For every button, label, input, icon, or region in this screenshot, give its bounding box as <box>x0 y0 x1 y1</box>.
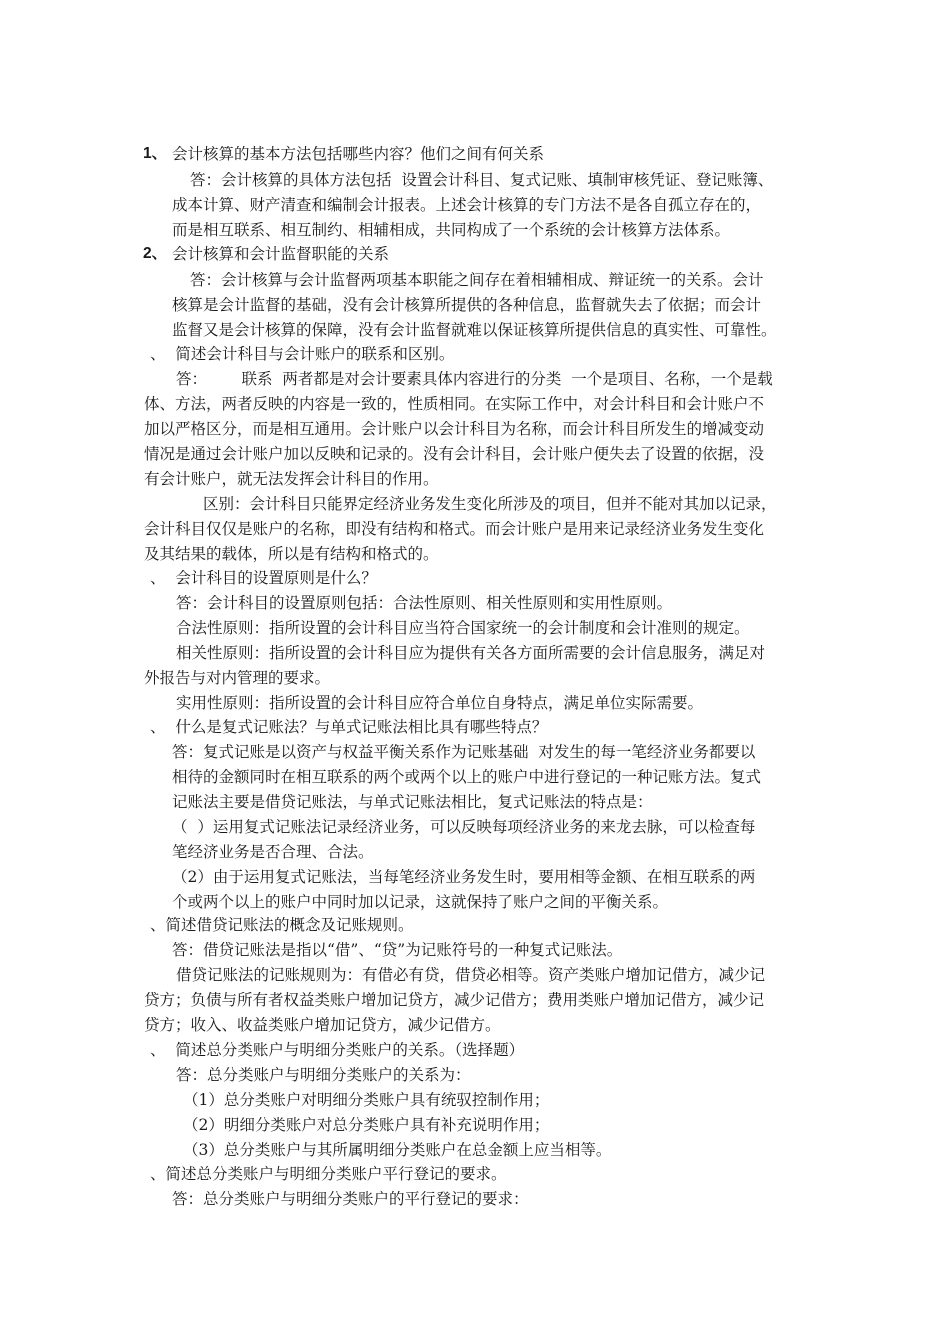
question-title-2: 会计核算和会计监督职能的关系 <box>172 245 390 263</box>
answer-line: 相关性原则：指所设置的会计科目应为提供有关各方面所需要的会计信息服务，满足对 <box>176 644 766 662</box>
question-title-6: 、简述借贷记账法的概念及记账规则。 <box>150 916 414 934</box>
answer-line: 实用性原则：指所设置的会计科目应符合单位自身特点，满足单位实际需要。 <box>176 694 704 712</box>
question-number-1: 1、 <box>143 145 168 162</box>
answer-line: 笔经济业务是否合理、合法。 <box>172 843 374 861</box>
answer-line: 相待的金额同时在相互联系的两个或两个以上的账户中进行登记的一种记账方法。复式 <box>172 768 762 786</box>
answer-line: 有会计账户，就无法发挥会计科目的作用。 <box>144 470 439 488</box>
answer-line: 答：复式记账是以资产与权益平衡关系作为记账基础 对发生的每一笔经济业务都要以 <box>172 743 756 761</box>
answer-line: 外报告与对内管理的要求。 <box>144 669 331 687</box>
answer-line: （3）总分类账户与其所属明细分类账户在总金额上应当相等。 <box>183 1141 612 1159</box>
answer-line: 而是相互联系、相互制约、相辅相成，共同构成了一个系统的会计核算方法体系。 <box>172 221 731 239</box>
answer-line: 答： 联系 两者都是对会计要素具体内容进行的分类 一个是项目、名称，一个是载 <box>176 370 773 388</box>
question-title-3: 、 简述会计科目与会计账户的联系和区别。 <box>150 345 455 363</box>
answer-line: （1）总分类账户对明细分类账户具有统驭控制作用； <box>183 1091 550 1109</box>
answer-line: 答：会计科目的设置原则包括：合法性原则、相关性原则和实用性原则。 <box>176 594 673 612</box>
question-number-2: 2、 <box>143 245 168 262</box>
answer-line: 贷方；收入、收益类账户增加记贷方，减少记借方。 <box>144 1016 501 1034</box>
answer-line: 体、方法，两者反映的内容是一致的，性质相同。在实际工作中，对会计科目和会计账户不 <box>144 395 765 413</box>
answer-line: 成本计算、财产清查和编制会计报表。上述会计核算的专门方法不是各自孤立存在的， <box>172 196 762 214</box>
answer-line: 情况是通过会计账户加以反映和记录的。没有会计科目，会计账户便失去了设置的依据，没 <box>144 445 765 463</box>
answer-line: 贷方；负债与所有者权益类账户增加记贷方，减少记借方；费用类账户增加记借方，减少记 <box>144 991 765 1009</box>
answer-line: （2）由于运用复式记账法，当每笔经济业务发生时，要用相等金额、在相互联系的两 <box>172 868 756 886</box>
answer-line: 监督又是会计核算的保障，没有会计监督就难以保证核算所提供信息的真实性、可靠性。 <box>172 321 777 339</box>
answer-line: 加以严格区分，而是相互通用。会计账户以会计科目为名称，而会计科目所发生的增减变动 <box>144 420 765 438</box>
question-title-7: 、 简述总分类账户与明细分类账户的关系。（选择题） <box>150 1041 525 1059</box>
question-title-4: 、 会计科目的设置原则是什么？ <box>150 569 377 587</box>
answer-line: 答：总分类账户与明细分类账户的平行登记的要求： <box>172 1190 529 1208</box>
answer-line: 区别：会计科目只能界定经济业务发生变化所涉及的项目，但并不能对其加以记录， <box>203 495 777 513</box>
question-title-5: 、 什么是复式记账法？与单式记账法相比具有哪些特点？ <box>150 718 548 736</box>
answer-line: 答：借贷记账法是指以“借”、“贷”为记账符号的一种复式记账法。 <box>172 941 623 959</box>
answer-line: 答：会计核算与会计监督两项基本职能之间存在着相辅相成、辩证统一的关系。会计 <box>190 271 764 289</box>
question-title-1: 会计核算的基本方法包括哪些内容？他们之间有何关系 <box>172 145 545 163</box>
answer-line: （ ）运用复式记账法记录经济业务，可以反映每项经济业务的来龙去脉，可以检查每 <box>172 818 756 836</box>
answer-line: 答：总分类账户与明细分类账户的关系为： <box>176 1066 471 1084</box>
answer-line: 借贷记账法的记账规则为：有借必有贷，借贷必相等。资产类账户增加记借方，减少记 <box>176 966 766 984</box>
answer-line: 合法性原则：指所设置的会计科目应当符合国家统一的会计制度和会计准则的规定。 <box>176 619 750 637</box>
answer-line: 核算是会计监督的基础，没有会计核算所提供的各种信息，监督就失去了依据；而会计 <box>172 296 762 314</box>
answer-line: 个或两个以上的账户中同时加以记录，这就保持了账户之间的平衡关系。 <box>172 893 669 911</box>
answer-line: 会计科目仅仅是账户的名称，即没有结构和格式。而会计账户是用来记录经济业务发生变化 <box>144 520 765 538</box>
answer-line: 记账法主要是借贷记账法，与单式记账法相比，复式记账法的特点是： <box>172 793 653 811</box>
answer-line: （2）明细分类账户对总分类账户具有补充说明作用； <box>183 1116 550 1134</box>
question-title-8: 、简述总分类账户与明细分类账户平行登记的要求。 <box>150 1165 507 1183</box>
answer-line: 答：会计核算的具体方法包括 设置会计科目、复式记账、填制审核凭证、登记账簿、 <box>190 171 774 189</box>
answer-line: 及其结果的载体，所以是有结构和格式的。 <box>144 545 439 563</box>
